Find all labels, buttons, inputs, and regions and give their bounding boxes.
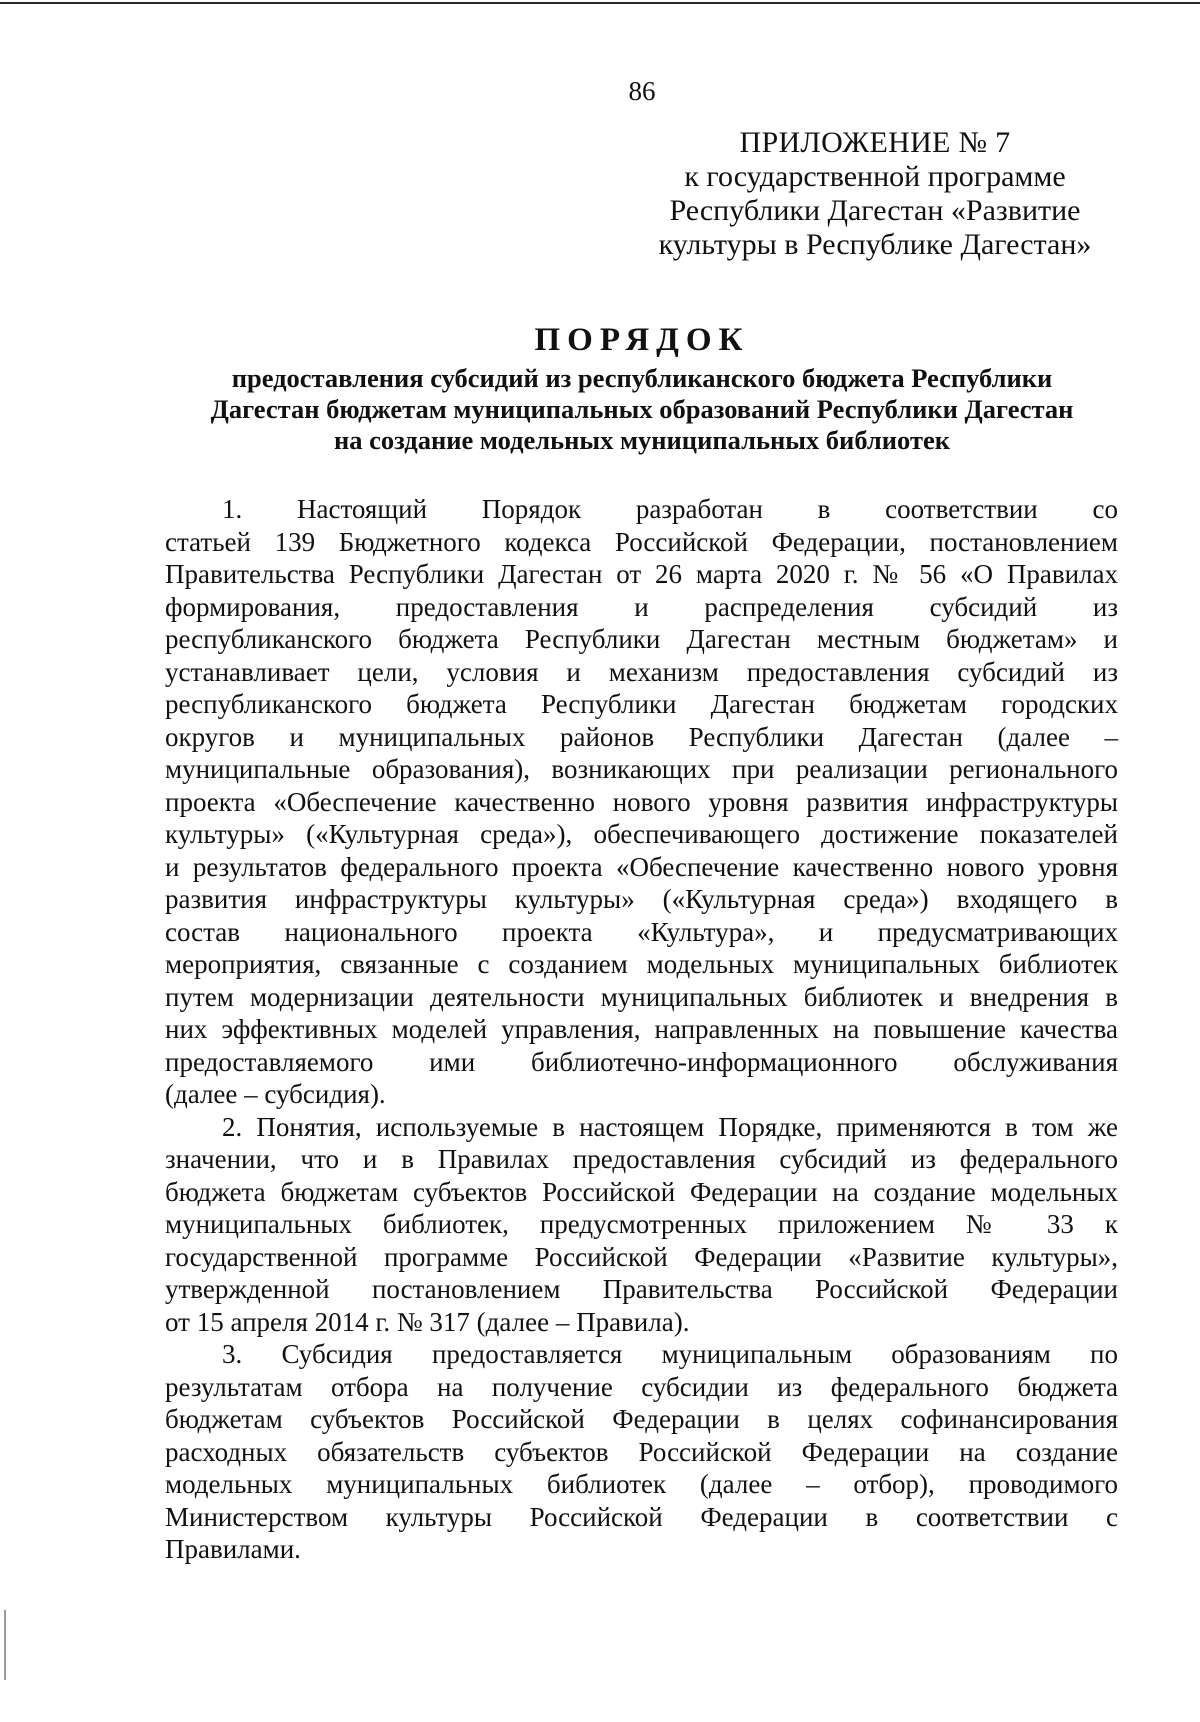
- paragraph-2-line: от 15 апреля 2014 г. № 317 (далее – Правила).: [165, 1306, 690, 1337]
- subtitle-line: предоставления субсидий из республиканского бюджета Республики: [231, 363, 1053, 393]
- paragraph-1-line: предоставляемого ими библиотечно-информационного обслуживания: [165, 1046, 1118, 1077]
- paragraph-3-line: 3. Субсидия предоставляется муниципальным образованиям по: [222, 1339, 1118, 1369]
- paragraph-1-line: них эффективных моделей управления, направленных на повышение качества: [165, 1014, 1118, 1044]
- paragraph-2-line: значении, что и в Правилах предоставления субсидий из федерального: [165, 1144, 1118, 1174]
- subtitle-line: на создание модельных муниципальных библиотек: [333, 425, 950, 455]
- appendix-line: к государственной программе: [684, 160, 1066, 193]
- paragraph-1-line: Правительства Республики Дагестан от 26 марта 2020 г. № 56 «О Правилах: [165, 559, 1118, 589]
- scan-margin-mark: [4, 1610, 6, 1680]
- paragraph-1-line: формирования, предоставления и распределения субсидий из: [165, 591, 1118, 622]
- paragraph-2-line: государственной программе Российской Федерации «Развитие культуры»,: [165, 1241, 1118, 1272]
- appendix-line: культуры в Республике Дагестан»: [658, 228, 1092, 261]
- paragraph-2-line: муниципальных библиотек, предусмотренных приложением № 33 к: [165, 1209, 1118, 1239]
- paragraph-1-line: статьей 139 Бюджетного кодекса Российской Федерации, постановлением: [165, 526, 1118, 557]
- paragraph-3-line: Министерством культуры Российской Федерации в соответствии с: [165, 1501, 1118, 1532]
- paragraph-2-line: 2. Понятия, используемые в настоящем Порядке, применяются в том же: [222, 1111, 1118, 1142]
- appendix-title: ПРИЛОЖЕНИЕ № 7: [739, 126, 1011, 159]
- document-body: [165, 493, 1118, 1566]
- paragraph-1-line: муниципальные образования), возникающих при реализации регионального: [165, 754, 1118, 784]
- paragraph-1-line: округов и муниципальных районов Республики Дагестан (далее –: [165, 721, 1118, 752]
- paragraph-3-line: результатам отбора на получение субсидии из федерального бюджета: [165, 1371, 1118, 1402]
- page-number: 86: [628, 76, 656, 106]
- paragraph-1-line: состав национального проекта «Культура», и предусматривающих: [165, 916, 1118, 947]
- page-top-edge: [0, 2, 1200, 4]
- paragraph-3-line: бюджетам субъектов Российской Федерации в целях софинансирования: [165, 1404, 1118, 1434]
- paragraph-1-line: проекта «Обеспечение качественно нового уровня развития инфраструктуры: [165, 786, 1118, 817]
- document-title: ПОРЯДОК: [534, 322, 750, 358]
- paragraph-1-line: устанавливает цели, условия и механизм предоставления субсидий из: [165, 656, 1118, 687]
- paragraph-1-line: мероприятия, связанные с созданием модельных муниципальных библиотек: [165, 949, 1118, 979]
- document-subtitle: [155, 363, 1129, 456]
- paragraph-3-line: модельных муниципальных библиотек (далее – отбор), проводимого: [165, 1469, 1118, 1499]
- paragraph-1-line: и результатов федерального проекта «Обеспечение качественно нового уровня: [165, 851, 1118, 882]
- paragraph-2-line: бюджета бюджетам субъектов Российской Федерации на создание модельных: [165, 1176, 1118, 1207]
- appendix-block: [620, 126, 1130, 262]
- paragraph-3-line: расходных обязательств субъектов Российской Федерации на создание: [165, 1436, 1118, 1467]
- paragraph-1-line: республиканского бюджета Республики Дагестан местным бюджетам» и: [165, 624, 1118, 654]
- appendix-line: Республики Дагестан «Развитие: [669, 194, 1081, 227]
- paragraph-1-line: республиканского бюджета Республики Дагестан бюджетам городских: [165, 689, 1118, 719]
- paragraph-1-line: (далее – субсидия).: [165, 1079, 386, 1109]
- paragraph-3-line: Правилами.: [165, 1534, 301, 1564]
- subtitle-line: Дагестан бюджетам муниципальных образований Республики Дагестан: [210, 394, 1074, 424]
- paragraph-2-line: утвержденной постановлением Правительства Российской Федерации: [165, 1274, 1118, 1304]
- paragraph-1-line: путем модернизации деятельности муниципальных библиотек и внедрения в: [165, 981, 1118, 1012]
- paragraph-1-line: культуры» («Культурная среда»), обеспечивающего достижение показателей: [165, 819, 1118, 849]
- paragraph-1-line: развития инфраструктуры культуры» («Культурная среда») входящего в: [165, 884, 1118, 914]
- paragraph-1-line: 1. Настоящий Порядок разработан в соответствии со: [222, 494, 1118, 524]
